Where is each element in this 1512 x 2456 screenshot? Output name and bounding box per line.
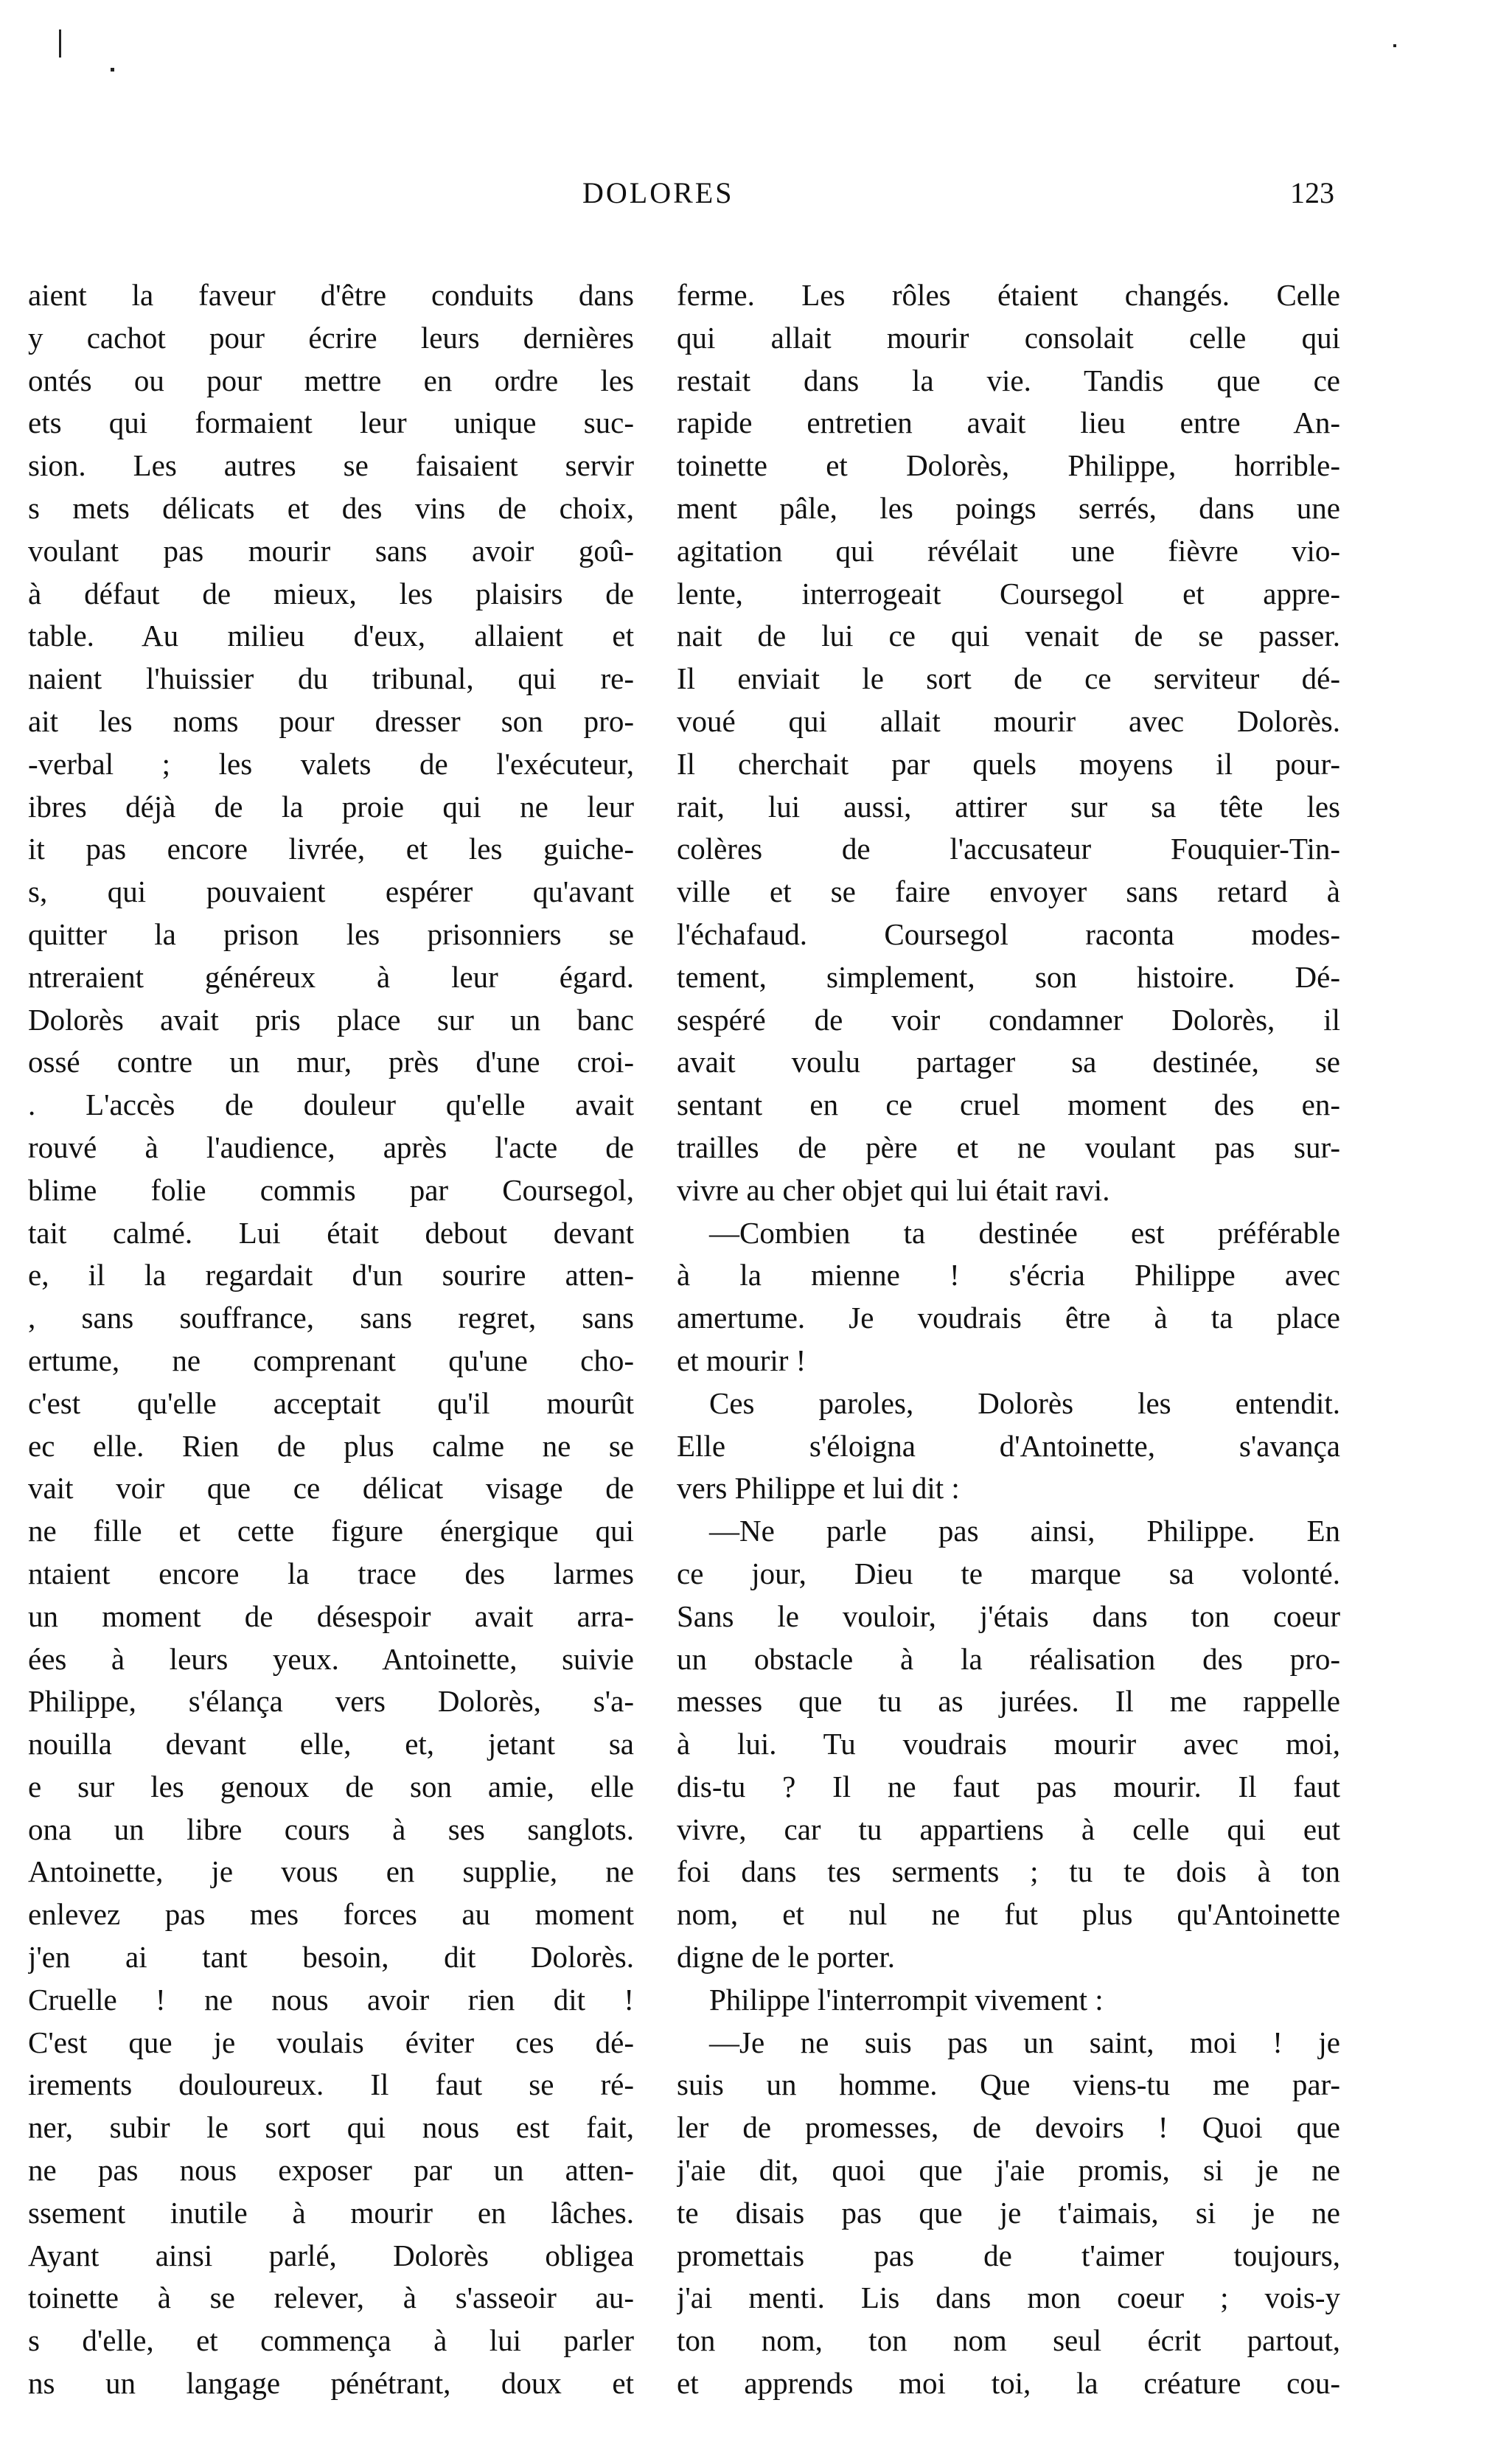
text-line: naient l'huissier du tribunal, qui re- xyxy=(28,661,634,696)
text-line: Philippe, s'élança vers Dolorès, s'a- xyxy=(28,1684,634,1719)
text-line: y cachot pour écrire leurs dernières xyxy=(28,320,634,355)
text-line: ntaient encore la trace des larmes xyxy=(28,1556,634,1590)
text-line: foi dans tes serments ; tu te dois à ton xyxy=(677,1854,1340,1889)
text-line: j'ai menti. Lis dans mon coeur ; vois-y xyxy=(677,2281,1340,2315)
text-line: et mourir ! xyxy=(677,1343,806,1377)
text-line: quitter la prison les prisonniers se xyxy=(28,916,634,951)
text-line: nait de lui ce qui venait de se passer. xyxy=(677,619,1340,653)
text-line: ntreraient généreux à leur égard. xyxy=(28,959,634,994)
text-line: agitation qui révélait une fièvre vio- xyxy=(677,533,1340,568)
text-line: Ces paroles, Dolorès les entendit. xyxy=(709,1385,1340,1420)
text-line: Philippe l'interrompit vivement : xyxy=(709,1982,1104,2017)
text-line: table. Au milieu d'eux, allaient et xyxy=(28,619,634,653)
text-line: tait calmé. Lui était debout devant xyxy=(28,1215,634,1250)
text-line: ferme. Les rôles étaient changés. Celle xyxy=(677,278,1340,312)
text-line: Ayant ainsi parlé, Dolorès obligea xyxy=(28,2238,634,2272)
text-line: ne fille et cette figure énergique qui xyxy=(28,1514,634,1548)
text-line: irements douloureux. Il faut se ré- xyxy=(28,2067,634,2102)
text-line: colères de l'accusateur Fouquier-Tin- xyxy=(677,832,1340,866)
text-line: —Ne parle pas ainsi, Philippe. En xyxy=(709,1514,1340,1548)
text-line: voulant pas mourir sans avoir goû- xyxy=(28,533,634,568)
text-line: vers Philippe et lui dit : xyxy=(677,1471,960,1506)
text-line: ton nom, ton nom seul écrit partout, xyxy=(677,2323,1340,2358)
text-line: à défaut de mieux, les plaisirs de xyxy=(28,576,634,610)
text-line: Cruelle ! ne nous avoir rien dit ! xyxy=(28,1982,634,2017)
text-line: nom, et nul ne fut plus qu'Antoinette xyxy=(677,1897,1340,1932)
text-line: suis un homme. Que viens-tu me par- xyxy=(677,2067,1340,2102)
text-line: digne de le porter. xyxy=(677,1940,896,1975)
text-line: promettais pas de t'aimer toujours, xyxy=(677,2238,1340,2272)
text-line: ssement inutile à mourir en lâches. xyxy=(28,2195,634,2230)
text-line: qui allait mourir consolait celle qui xyxy=(677,320,1340,355)
text-line: ec elle. Rien de plus calme ne se xyxy=(28,1428,634,1463)
text-line: , sans souffrance, sans regret, sans xyxy=(28,1301,634,1335)
text-line: vait voir que ce délicat visage de xyxy=(28,1471,634,1506)
text-line: vivre, car tu appartiens à celle qui eut xyxy=(677,1812,1340,1846)
text-line: tement, simplement, son histoire. Dé- xyxy=(677,959,1340,994)
margin-speck xyxy=(111,68,114,72)
text-line: Il cherchait par quels moyens il pour- xyxy=(677,746,1340,781)
text-line: aient la faveur d'être conduits dans xyxy=(28,278,634,312)
text-line: sentant en ce cruel moment des en- xyxy=(677,1088,1340,1122)
text-line: rait, lui aussi, attirer sur sa tête les xyxy=(677,789,1340,824)
text-line: dis-tu ? Il ne faut pas mourir. Il faut xyxy=(677,1769,1340,1803)
text-line: messes que tu as jurées. Il me rappelle xyxy=(677,1684,1340,1719)
text-line: Il enviait le sort de ce serviteur dé- xyxy=(677,661,1340,696)
text-line: C'est que je voulais éviter ces dé- xyxy=(28,2025,634,2059)
text-line: lente, interrogeait Coursegol et appre- xyxy=(677,576,1340,610)
text-line: avait voulu partager sa destinée, se xyxy=(677,1045,1340,1079)
text-line: ns un langage pénétrant, doux et xyxy=(28,2366,634,2401)
text-line: ment pâle, les poings serrés, dans une xyxy=(677,490,1340,525)
text-line: Dolorès avait pris place sur un banc xyxy=(28,1002,634,1037)
text-line: e sur les genoux de son amie, elle xyxy=(28,1769,634,1803)
text-line: ner, subir le sort qui nous est fait, xyxy=(28,2110,634,2145)
running-title: DOLORES xyxy=(582,176,734,209)
margin-speck xyxy=(59,29,61,58)
text-line: vivre au cher objet qui lui était ravi. xyxy=(677,1172,1110,1207)
left-column xyxy=(28,274,634,2405)
text-line: sespéré de voir condamner Dolorès, il xyxy=(677,1002,1340,1037)
text-line: c'est qu'elle acceptait qu'il mourût xyxy=(28,1385,634,1420)
text-line: —Je ne suis pas un saint, moi ! je xyxy=(709,2025,1340,2059)
text-line: ne pas nous exposer par un atten- xyxy=(28,2153,634,2188)
text-line: restait dans la vie. Tandis que ce xyxy=(677,363,1340,397)
text-line: ce jour, Dieu te marque sa volonté. xyxy=(677,1556,1340,1590)
text-line: s mets délicats et des vins de choix, xyxy=(28,490,634,525)
text-line: j'aie dit, quoi que j'aie promis, si je ne xyxy=(677,2153,1340,2188)
text-line: blime folie commis par Coursegol, xyxy=(28,1172,634,1207)
text-line: ler de promesses, de devoirs ! Quoi que xyxy=(677,2110,1340,2145)
text-line: à la mienne ! s'écria Philippe avec xyxy=(677,1258,1340,1293)
text-line: à lui. Tu voudrais mourir avec moi, xyxy=(677,1727,1340,1761)
text-line: ait les noms pour dresser son pro- xyxy=(28,703,634,738)
text-line: Antoinette, je vous en supplie, ne xyxy=(28,1854,634,1889)
text-line: it pas encore livrée, et les guiche- xyxy=(28,832,634,866)
text-line: te disais pas que je t'aimais, si je ne xyxy=(677,2195,1340,2230)
text-line: ville et se faire envoyer sans retard à xyxy=(677,874,1340,909)
text-line: ibres déjà de la proie qui ne leur xyxy=(28,789,634,824)
text-line: nouilla devant elle, et, jetant sa xyxy=(28,1727,634,1761)
text-line: ets qui formaient leur unique suc- xyxy=(28,406,634,440)
text-line: s d'elle, et commença à lui parler xyxy=(28,2323,634,2358)
text-line: e, il la regardait d'un sourire atten- xyxy=(28,1258,634,1293)
text-line: amertume. Je voudrais être à ta place xyxy=(677,1301,1340,1335)
text-line: ertume, ne comprenant qu'une cho- xyxy=(28,1343,634,1377)
text-line: toinette à se relever, à s'asseoir au- xyxy=(28,2281,634,2315)
text-line: trailles de père et ne voulant pas sur- xyxy=(677,1130,1340,1164)
text-line: rouvé à l'audience, après l'acte de xyxy=(28,1130,634,1164)
text-line: ées à leurs yeux. Antoinette, suivie xyxy=(28,1641,634,1676)
text-line: -verbal ; les valets de l'exécuteur, xyxy=(28,746,634,781)
text-line: un moment de désespoir avait arra- xyxy=(28,1599,634,1633)
text-line: Sans le vouloir, j'étais dans ton coeur xyxy=(677,1599,1340,1633)
margin-speck xyxy=(1393,44,1396,47)
text-line: . L'accès de douleur qu'elle avait xyxy=(28,1088,634,1122)
text-line: ontés ou pour mettre en ordre les xyxy=(28,363,634,397)
text-line: j'en ai tant besoin, dit Dolorès. xyxy=(28,1940,634,1975)
text-line: rapide entretien avait lieu entre An- xyxy=(677,406,1340,440)
text-line: ona un libre cours à ses sanglots. xyxy=(28,1812,634,1846)
text-line: et apprends moi toi, la créature cou- xyxy=(677,2366,1340,2401)
right-column xyxy=(677,274,1340,2405)
page-number: 123 xyxy=(1290,176,1334,209)
text-line: un obstacle à la réalisation des pro- xyxy=(677,1641,1340,1676)
text-line: Elle s'éloigna d'Antoinette, s'avança xyxy=(677,1428,1340,1463)
text-line: s, qui pouvaient espérer qu'avant xyxy=(28,874,634,909)
text-line: sion. Les autres se faisaient servir xyxy=(28,448,634,483)
page-header xyxy=(0,175,1512,220)
text-line: l'échafaud. Coursegol raconta modes- xyxy=(677,916,1340,951)
text-line: toinette et Dolorès, Philippe, horrible- xyxy=(677,448,1340,483)
text-line: ossé contre un mur, près d'une croi- xyxy=(28,1045,634,1079)
text-line: —Combien ta destinée est préférable xyxy=(709,1215,1340,1250)
text-line: enlevez pas mes forces au moment xyxy=(28,1897,634,1932)
text-line: voué qui allait mourir avec Dolorès. xyxy=(677,703,1340,738)
